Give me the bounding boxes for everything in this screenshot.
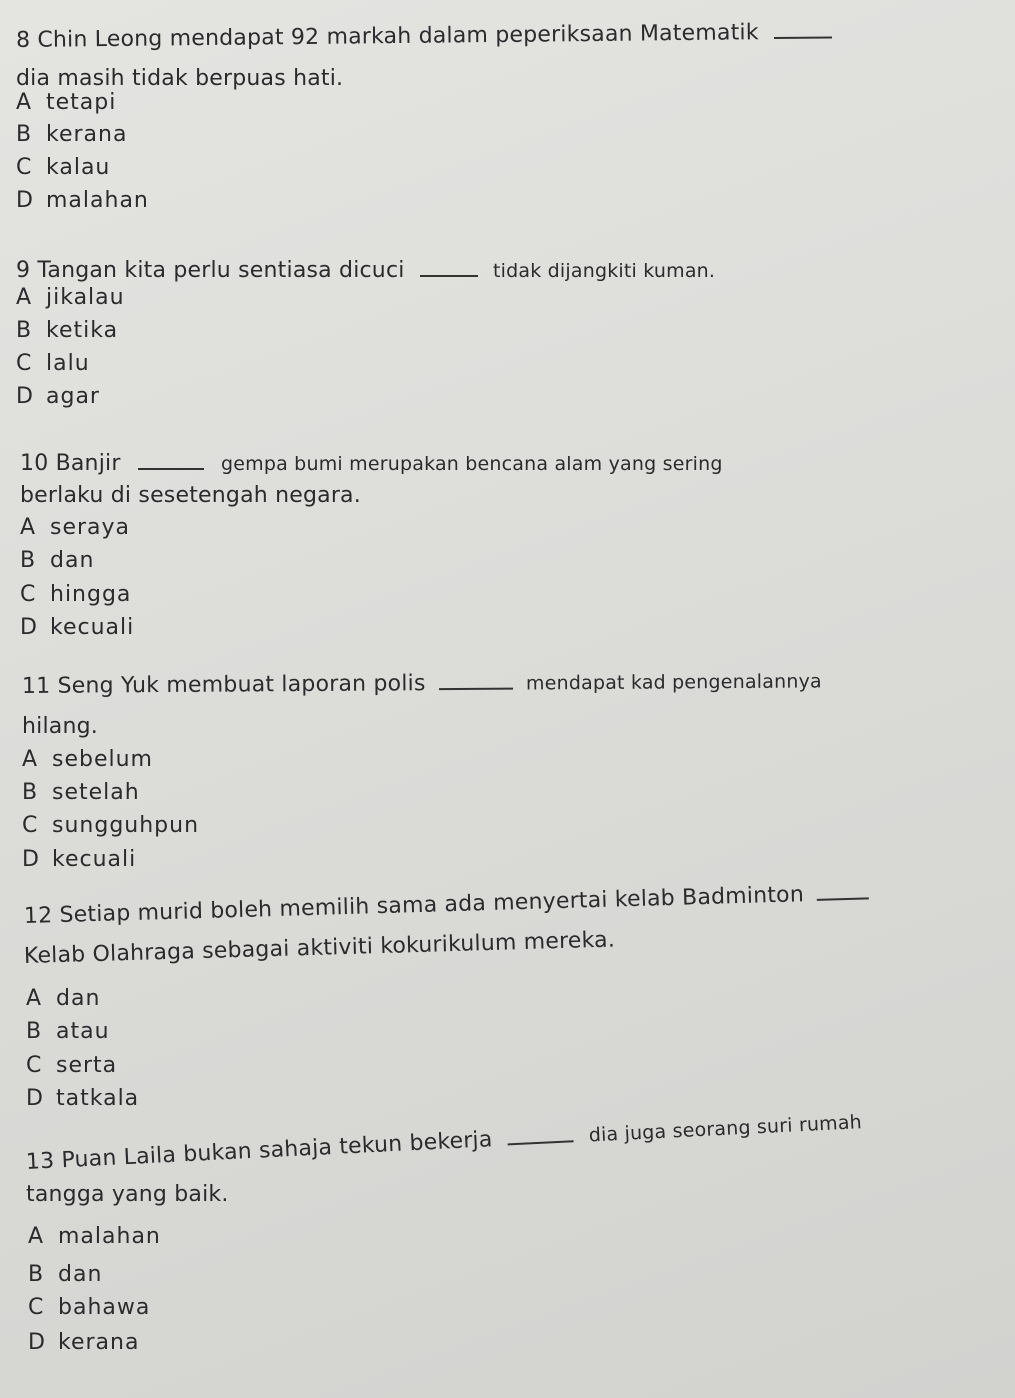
option-c[interactable]: [26, 1053, 117, 1079]
option-text: ketika: [46, 318, 119, 343]
option-text: malahan: [46, 188, 149, 213]
option-letter: B: [28, 1262, 45, 1287]
option-letter: B: [20, 548, 37, 573]
answer-blank[interactable]: [817, 895, 869, 900]
option-letter: C: [28, 1295, 45, 1320]
question-text-part: 8 Chin Leong mendapat 92 markah dalam peperiksaan Matematik: [15, 20, 759, 53]
question-text-part: gempa bumi merupakan bencana alam yang sering: [220, 453, 723, 475]
option-letter: C: [16, 155, 33, 180]
question-text-line: Kelab Olahraga sebagai aktiviti kokurikulum mereka.: [23, 927, 616, 969]
option-text: tetapi: [46, 90, 117, 115]
option-letter: C: [22, 813, 39, 838]
option-letter: D: [26, 1086, 44, 1111]
option-c[interactable]: [20, 582, 131, 608]
option-letter: B: [22, 780, 39, 805]
option-a[interactable]: [16, 285, 125, 311]
option-letter: C: [16, 351, 33, 376]
question-text-part: tidak dijangkiti kuman.: [492, 260, 716, 282]
option-letter: A: [16, 285, 33, 310]
option-b[interactable]: [28, 1262, 102, 1288]
option-letter: A: [22, 747, 39, 772]
option-a[interactable]: [22, 747, 153, 773]
option-letter: D: [22, 847, 40, 872]
answer-blank[interactable]: [774, 34, 832, 39]
option-d[interactable]: [20, 615, 134, 641]
question-text-part: 10 Banjir: [20, 451, 121, 476]
option-letter: B: [16, 122, 33, 147]
option-a[interactable]: [20, 515, 130, 541]
option-letter: B: [26, 1019, 43, 1044]
option-letter: A: [16, 90, 33, 115]
answer-blank[interactable]: [439, 686, 513, 691]
option-letter: A: [28, 1224, 45, 1249]
option-b[interactable]: [16, 122, 127, 148]
option-text: dan: [50, 548, 95, 573]
answer-blank[interactable]: [508, 1138, 574, 1145]
option-letter: D: [28, 1330, 46, 1355]
option-text: agar: [46, 384, 100, 409]
question-text-part: 9 Tangan kita perlu sentiasa dicuci: [16, 258, 405, 283]
option-text: kalau: [46, 155, 111, 180]
option-text: kerana: [46, 122, 128, 147]
show-through-text: [520, 230, 526, 250]
option-text: dan: [56, 986, 101, 1011]
option-b[interactable]: [22, 780, 140, 806]
option-text: kecuali: [52, 847, 137, 872]
option-b[interactable]: [20, 548, 94, 574]
option-text: atau: [56, 1019, 110, 1044]
option-letter: A: [20, 515, 37, 540]
question-text-part: 12 Setiap murid boleh memilih sama ada menyertai kelab Badminton: [23, 882, 805, 929]
option-letter: A: [26, 986, 43, 1011]
option-d[interactable]: [22, 847, 136, 873]
option-a[interactable]: [16, 90, 116, 116]
option-letter: C: [26, 1053, 43, 1078]
option-text: lalu: [46, 351, 90, 376]
question-text-part: mendapat kad pengenalannya: [525, 670, 822, 695]
option-text: hingga: [50, 582, 132, 607]
option-text: tatkala: [56, 1086, 140, 1111]
question-text: [20, 451, 723, 477]
option-letter: D: [16, 384, 34, 409]
option-letter: D: [20, 615, 38, 640]
option-text: dan: [58, 1262, 103, 1287]
option-text: sebelum: [52, 747, 153, 772]
question-text-line: hilang.: [22, 714, 98, 739]
option-c[interactable]: [22, 813, 199, 839]
option-c[interactable]: [28, 1295, 150, 1321]
option-text: bahawa: [58, 1295, 151, 1320]
option-d[interactable]: [28, 1330, 139, 1356]
option-a[interactable]: [26, 986, 100, 1012]
option-letter: C: [20, 582, 37, 607]
option-text: setelah: [52, 780, 140, 805]
option-text: malahan: [58, 1224, 161, 1249]
option-a[interactable]: [28, 1224, 161, 1250]
answer-blank[interactable]: [420, 273, 478, 277]
question-text: [22, 668, 822, 700]
question-text-line: berlaku di sesetengah negara.: [20, 483, 361, 508]
question-text-part: 13 Puan Laila bukan sahaja tekun bekerja: [25, 1127, 494, 1175]
option-b[interactable]: [26, 1019, 110, 1045]
option-text: serta: [56, 1053, 118, 1078]
option-d[interactable]: [26, 1086, 139, 1112]
option-letter: D: [16, 188, 34, 213]
question-text-line: tangga yang baik.: [26, 1182, 229, 1207]
question-text-part: dia juga seorang suri rumah: [588, 1111, 863, 1147]
option-letter: B: [16, 318, 33, 343]
option-text: seraya: [50, 515, 131, 540]
question-text: [16, 258, 715, 284]
option-text: kecuali: [50, 615, 135, 640]
option-b[interactable]: [16, 318, 118, 344]
question-text: [24, 880, 870, 930]
question-text-line: dia masih tidak berpuas hati.: [16, 66, 344, 91]
option-c[interactable]: [16, 351, 90, 377]
option-d[interactable]: [16, 188, 149, 214]
question-text-part: 11 Seng Yuk membuat laporan polis: [21, 671, 426, 699]
option-text: jikalau: [46, 285, 125, 310]
option-text: kerana: [58, 1330, 140, 1355]
option-text: sungguhpun: [52, 813, 200, 838]
option-c[interactable]: [16, 155, 110, 181]
option-d[interactable]: [16, 384, 100, 410]
question-text: [16, 19, 832, 54]
question-text: [25, 1109, 862, 1176]
answer-blank[interactable]: [138, 466, 204, 470]
